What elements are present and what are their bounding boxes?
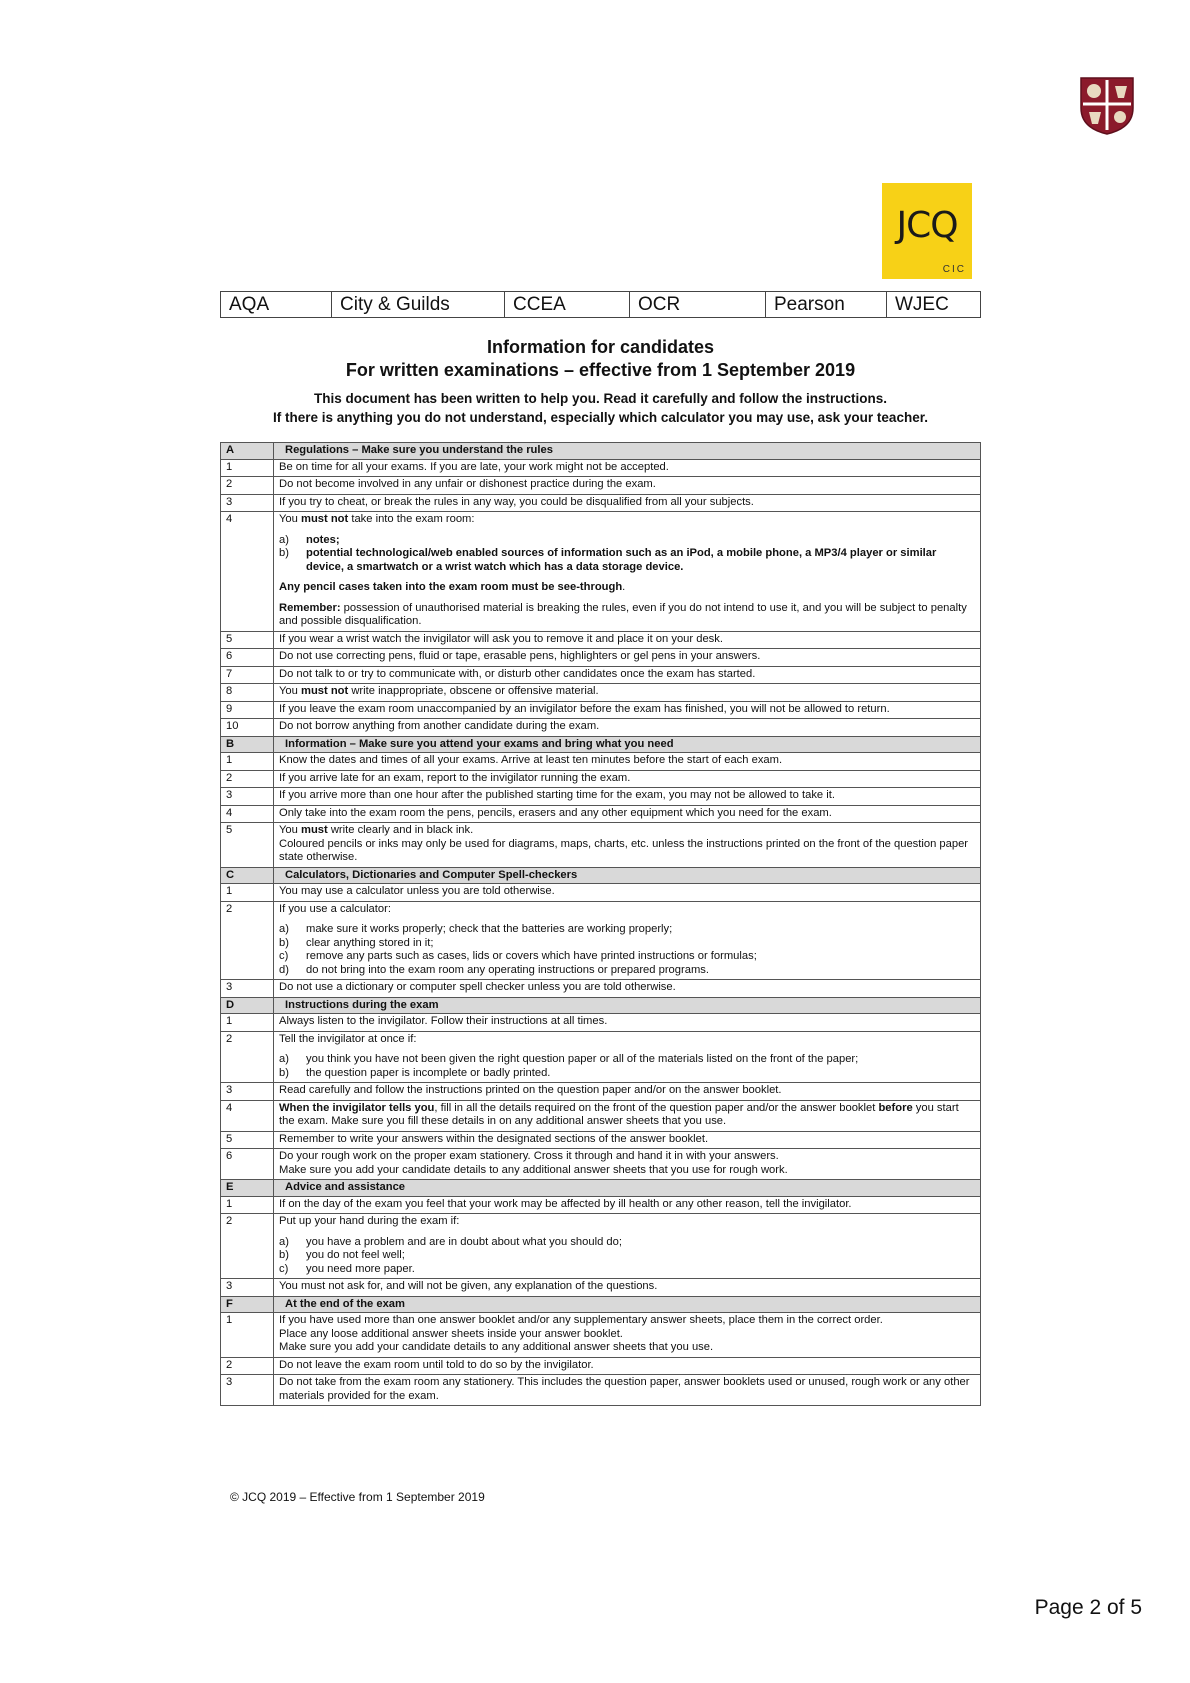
rule-row xyxy=(221,701,981,719)
section-header-row xyxy=(221,1296,981,1313)
rule-number: 4 xyxy=(221,805,274,823)
rule-number: 1 xyxy=(221,884,274,902)
rule-paragraph: Do not become involved in any unfair or dishonest practice during the exam. xyxy=(279,478,656,490)
list-item-label: b) xyxy=(279,1249,289,1261)
rule-text xyxy=(274,1149,981,1180)
school-crest-logo xyxy=(1075,74,1139,136)
rule-paragraph: Know the dates and times of all your exams. Arrive at least ten minutes before the start of each exam. xyxy=(279,754,783,766)
rule-row xyxy=(221,477,981,495)
rule-number: 3 xyxy=(221,1083,274,1101)
rule-text xyxy=(274,701,981,719)
rule-number: 3 xyxy=(221,980,274,998)
list-item-text: you think you have not been given the right question paper or all of the materials listed on the front of the paper; xyxy=(306,1053,859,1065)
rule-list-item xyxy=(279,1236,975,1250)
rule-row xyxy=(221,1131,981,1149)
board-ccea: CCEA xyxy=(505,292,630,318)
rule-row xyxy=(221,1196,981,1214)
rule-row xyxy=(221,980,981,998)
intro-line-2: If there is anything you do not understand, especially which calculator you may use, ask your teacher. xyxy=(273,410,928,425)
list-item-label: b) xyxy=(279,936,289,949)
rule-text xyxy=(274,788,981,806)
rule-paragraph: Do not take from the exam room any stationery. This includes the question paper, answer booklets used or unused, rough work or any other materials provided for the exam. xyxy=(279,1376,970,1402)
jcq-logo-cic: CIC xyxy=(942,264,966,275)
rule-number: 1 xyxy=(221,459,274,477)
rule-row xyxy=(221,901,981,980)
rule-row xyxy=(221,719,981,737)
rule-paragraph: Do not borrow anything from another candidate during the exam. xyxy=(279,720,600,732)
rule-number: 1 xyxy=(221,1196,274,1214)
rule-number: 9 xyxy=(221,701,274,719)
rule-row xyxy=(221,1031,981,1083)
list-item-label: a) xyxy=(279,533,289,546)
rule-number: 3 xyxy=(221,494,274,512)
rule-paragraph: When the invigilator tells you, fill in all the details required on the front of the question paper and/or the answer booklet before you start the exam. Make sure you fill these details in on any additional answer sheets that you use. xyxy=(279,1101,959,1127)
rule-row xyxy=(221,805,981,823)
rule-text xyxy=(274,494,981,512)
rule-text xyxy=(274,1357,981,1375)
rule-list-item xyxy=(279,534,975,548)
rule-row xyxy=(221,1100,981,1131)
rule-row xyxy=(221,1375,981,1406)
section-title: Information – Make sure you attend your exams and bring what you need xyxy=(274,736,981,753)
list-item-label: a) xyxy=(279,1053,289,1065)
section-header-row xyxy=(221,997,981,1014)
rule-line: You must write clearly and in black ink. xyxy=(279,824,474,836)
rule-text xyxy=(274,901,981,980)
rule-text xyxy=(274,477,981,495)
rule-list-item xyxy=(279,547,975,574)
rule-row xyxy=(221,823,981,868)
rule-paragraph: If you arrive late for an exam, report to the invigilator running the exam. xyxy=(279,771,631,784)
section-header-row xyxy=(221,1180,981,1197)
list-item-text: notes; xyxy=(306,533,340,546)
rule-number: 2 xyxy=(221,1031,274,1083)
board-ocr: OCR xyxy=(630,292,766,318)
section-letter: F xyxy=(221,1296,274,1313)
rule-row xyxy=(221,459,981,477)
section-title: Advice and assistance xyxy=(274,1180,981,1197)
rule-text xyxy=(274,512,981,632)
rules-table xyxy=(220,442,981,1406)
rule-line: Do your rough work on the proper exam stationery. Cross it through and hand it in with your answers. xyxy=(279,1150,779,1162)
list-item-text: remove any parts such as cases, lids or covers which have printed instructions or formulas; xyxy=(306,950,757,962)
rule-list xyxy=(279,534,975,575)
rule-row xyxy=(221,1357,981,1375)
rule-number: 2 xyxy=(221,1214,274,1279)
document-title: Information for candidates xyxy=(486,337,715,357)
rule-text xyxy=(274,884,981,902)
rule-row xyxy=(221,1083,981,1101)
rule-text xyxy=(274,1031,981,1083)
rule-text xyxy=(274,666,981,684)
rule-line: Coloured pencils or inks may only be used for diagrams, maps, charts, etc. unless the instructions printed on the front of the question paper state otherwise. xyxy=(279,837,969,863)
rule-row xyxy=(221,494,981,512)
list-item-text: potential technological/web enabled sources of information such as an iPod, a mobile phone, a MP3/4 player or similar device, a smartwatch or a wrist watch which has a data storage device. xyxy=(306,547,937,573)
rule-row xyxy=(221,1313,981,1358)
rule-row xyxy=(221,512,981,632)
rule-list-item xyxy=(279,964,975,978)
section-letter: C xyxy=(221,867,274,884)
list-item-label: a) xyxy=(279,923,289,935)
rule-paragraph: If you wear a wrist watch the invigilator will ask you to remove it and place it on your desk. xyxy=(279,632,723,645)
list-item-label: b) xyxy=(279,547,289,559)
rule-list xyxy=(279,1053,975,1080)
rule-number: 7 xyxy=(221,666,274,684)
rule-text xyxy=(274,980,981,998)
rule-paragraph: You must not take into the exam room: xyxy=(279,513,475,525)
rule-line: Make sure you add your candidate details to any additional answer sheets that you use for rough work. xyxy=(279,1163,788,1176)
rule-text xyxy=(274,1014,981,1032)
page-number: Page 2 of 5 xyxy=(1034,1596,1142,1619)
rule-number: 2 xyxy=(221,901,274,980)
rule-list-item xyxy=(279,923,975,937)
rule-row xyxy=(221,753,981,771)
rule-row xyxy=(221,1149,981,1180)
rule-paragraph: Read carefully and follow the instructions printed on the question paper and/or on the answer booklet. xyxy=(279,1084,782,1096)
rule-text xyxy=(274,1083,981,1101)
rule-row xyxy=(221,1279,981,1297)
rule-number: 10 xyxy=(221,719,274,737)
section-title: At the end of the exam xyxy=(274,1296,981,1313)
rule-row xyxy=(221,884,981,902)
rule-paragraph: Any pencil cases taken into the exam room must be see-through. xyxy=(279,581,626,593)
rule-paragraph: Remember: possession of unauthorised material is breaking the rules, even if you do not intend to use it, and you will be subject to penalty and possible disqualification. xyxy=(279,601,967,627)
rule-paragraph: You must not ask for, and will not be given, any explanation of the questions. xyxy=(279,1280,658,1292)
section-title: Instructions during the exam xyxy=(274,997,981,1014)
rule-paragraph: Only take into the exam room the pens, pencils, erasers and any other equipment which you need for the exam. xyxy=(279,806,832,819)
rule-list-item xyxy=(279,937,975,951)
section-letter: E xyxy=(221,1180,274,1197)
rule-paragraph: Do not use a dictionary or computer spell checker unless you are told otherwise. xyxy=(279,981,676,993)
rule-number: 6 xyxy=(221,1149,274,1180)
rule-text xyxy=(274,684,981,702)
rule-number: 5 xyxy=(221,823,274,868)
rule-text xyxy=(274,1279,981,1297)
rule-number: 5 xyxy=(221,1131,274,1149)
section-header-row xyxy=(221,443,981,460)
rule-list-item xyxy=(279,1249,975,1263)
rule-paragraph: Do not talk to or try to communicate with, or disturb other candidates once the exam has started. xyxy=(279,667,756,680)
rule-paragraph: Always listen to the invigilator. Follow their instructions at all times. xyxy=(279,1015,608,1027)
rule-paragraph: Remember to write your answers within the designated sections of the answer booklet. xyxy=(279,1132,709,1145)
rule-row xyxy=(221,788,981,806)
rule-text xyxy=(274,649,981,667)
section-title: Calculators, Dictionaries and Computer Spell-checkers xyxy=(274,867,981,884)
rule-list-item xyxy=(279,1263,975,1277)
section-header-row xyxy=(221,736,981,753)
section-letter: B xyxy=(221,736,274,753)
rule-row xyxy=(221,666,981,684)
rule-text xyxy=(274,805,981,823)
rule-paragraph: Put up your hand during the exam if: xyxy=(279,1215,460,1227)
rule-paragraph: Tell the invigilator at once if: xyxy=(279,1032,417,1045)
section-letter: A xyxy=(221,443,274,460)
rule-text xyxy=(274,1214,981,1279)
rule-number: 8 xyxy=(221,684,274,702)
list-item-text: the question paper is incomplete or badly printed. xyxy=(306,1066,551,1079)
rule-list-item xyxy=(279,1053,975,1067)
rule-text xyxy=(274,770,981,788)
rule-paragraph: Be on time for all your exams. If you are late, your work might not be accepted. xyxy=(279,460,669,473)
rule-list xyxy=(279,1236,975,1277)
rule-paragraph: Do not use correcting pens, fluid or tape, erasable pens, highlighters or gel pens in your answers. xyxy=(279,650,761,662)
rule-line: Place any loose additional answer sheets inside your answer booklet. xyxy=(279,1327,623,1340)
section-letter: D xyxy=(221,997,274,1014)
list-item-label: b) xyxy=(279,1066,289,1079)
rule-row xyxy=(221,684,981,702)
list-item-text: make sure it works properly; check that the batteries are working properly; xyxy=(306,923,673,935)
list-item-text: do not bring into the exam room any operating instructions or prepared programs. xyxy=(306,963,709,976)
awarding-bodies-table xyxy=(220,291,981,318)
rule-number: 4 xyxy=(221,1100,274,1131)
rule-number: 3 xyxy=(221,1375,274,1406)
list-item-text: you have a problem and are in doubt about what you should do; xyxy=(306,1235,622,1248)
jcq-logo-text: JCQ xyxy=(896,205,958,246)
list-item-label: c) xyxy=(279,950,289,962)
rule-number: 6 xyxy=(221,649,274,667)
rule-line: If you have used more than one answer booklet and/or any supplementary answer sheets, place them in the correct order. xyxy=(279,1314,883,1326)
rule-text xyxy=(274,1131,981,1149)
rule-list-item xyxy=(279,950,975,964)
rule-number: 4 xyxy=(221,512,274,632)
rule-text xyxy=(274,1375,981,1406)
rule-text xyxy=(274,631,981,649)
rule-number: 2 xyxy=(221,477,274,495)
board-city-guilds: City & Guilds xyxy=(332,292,505,318)
rule-text xyxy=(274,459,981,477)
rule-number: 1 xyxy=(221,753,274,771)
rule-row xyxy=(221,770,981,788)
jcq-logo xyxy=(882,183,972,279)
rule-text xyxy=(274,823,981,868)
list-item-label: c) xyxy=(279,1262,289,1275)
rule-number: 3 xyxy=(221,1279,274,1297)
board-pearson: Pearson xyxy=(766,292,887,318)
board-aqa: AQA xyxy=(221,292,332,318)
rule-paragraph: If you leave the exam room unaccompanied by an invigilator before the exam has finished, you will not be allowed to return. xyxy=(279,702,890,715)
rule-paragraph: If you use a calculator: xyxy=(279,902,391,915)
rule-list-item xyxy=(279,1067,975,1081)
list-item-label: a) xyxy=(279,1235,289,1248)
rule-paragraph: If on the day of the exam you feel that your work may be affected by ill health or any other reason, tell the invigilator. xyxy=(279,1197,852,1210)
document-subtitle: For written examinations – effective from 1 September 2019 xyxy=(345,360,856,380)
rule-number: 2 xyxy=(221,770,274,788)
rule-number: 3 xyxy=(221,788,274,806)
rule-text xyxy=(274,719,981,737)
rule-number: 2 xyxy=(221,1357,274,1375)
rule-paragraph: If you try to cheat, or break the rules in any way, you could be disqualified from all your subjects. xyxy=(279,495,754,508)
rule-paragraph: If you arrive more than one hour after the published starting time for the exam, you may not be allowed to take it. xyxy=(279,789,835,801)
rule-line: Make sure you add your candidate details to any additional answer sheets that you use. xyxy=(279,1341,714,1353)
list-item-text: you need more paper. xyxy=(306,1262,415,1275)
rule-paragraph: Do not leave the exam room until told to do so by the invigilator. xyxy=(279,1358,594,1371)
board-wjec: WJEC xyxy=(887,292,981,318)
rule-row xyxy=(221,1214,981,1279)
rule-number: 5 xyxy=(221,631,274,649)
list-item-label: d) xyxy=(279,963,289,976)
rule-number: 1 xyxy=(221,1014,274,1032)
rule-text xyxy=(274,1100,981,1131)
rule-text xyxy=(274,1196,981,1214)
intro-line-1: This document has been written to help you. Read it carefully and follow the instructions. xyxy=(313,391,888,406)
rule-row xyxy=(221,1014,981,1032)
rule-row xyxy=(221,649,981,667)
rule-row xyxy=(221,631,981,649)
list-item-text: you do not feel well; xyxy=(306,1249,405,1261)
list-item-text: clear anything stored in it; xyxy=(306,936,434,949)
rule-text xyxy=(274,1313,981,1358)
section-title: Regulations – Make sure you understand the rules xyxy=(274,443,981,460)
rule-text xyxy=(274,753,981,771)
section-header-row xyxy=(221,867,981,884)
rule-list xyxy=(279,923,975,977)
copyright-footer: © JCQ 2019 – Effective from 1 September 2019 xyxy=(230,1490,485,1504)
rule-paragraph: You must not write inappropriate, obscene or offensive material. xyxy=(279,685,599,697)
rule-number: 1 xyxy=(221,1313,274,1358)
rule-paragraph: You may use a calculator unless you are told otherwise. xyxy=(279,885,555,897)
